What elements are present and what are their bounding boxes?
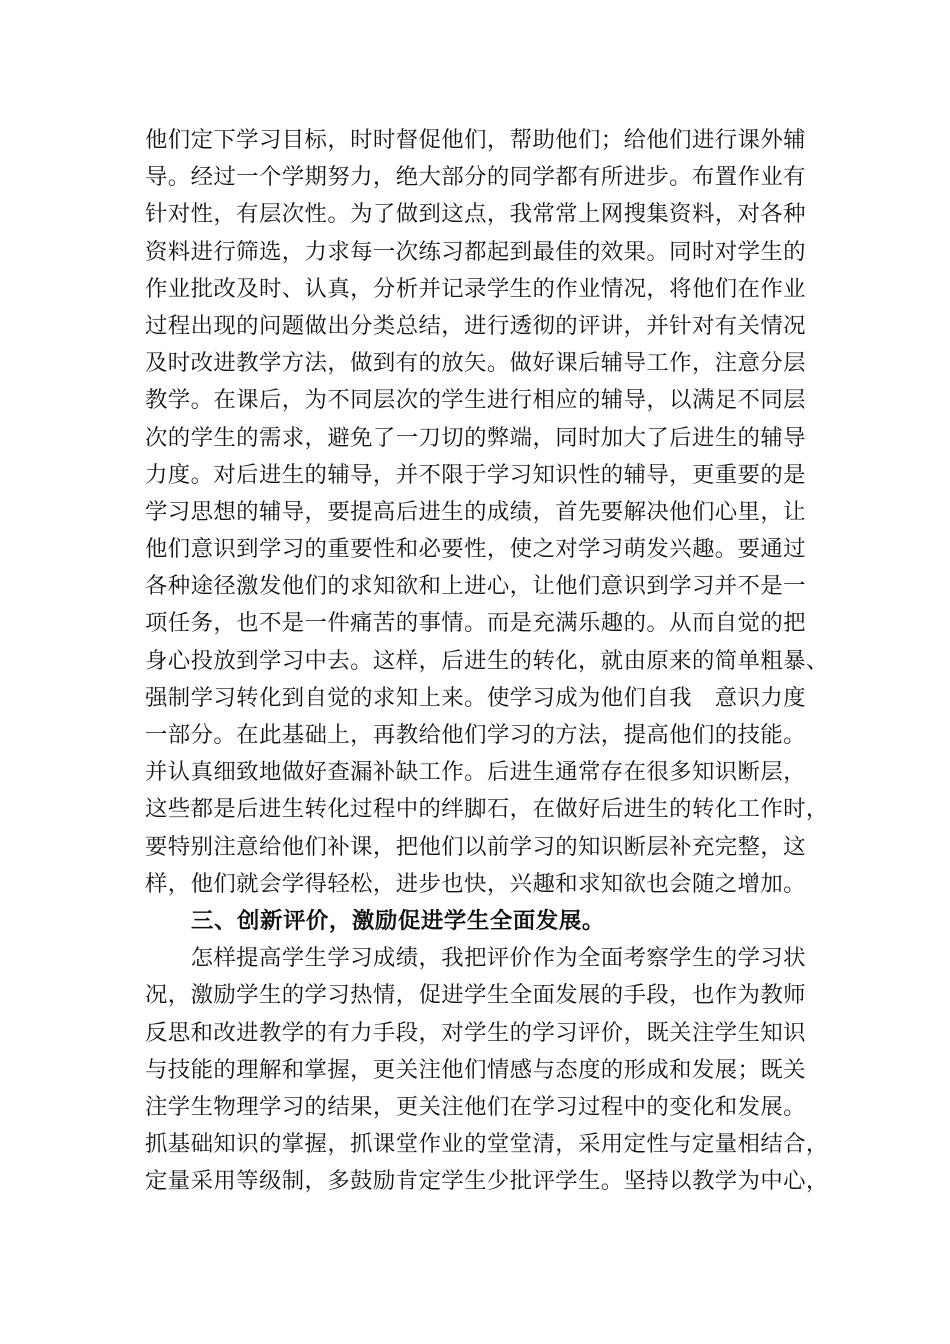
body-line: 作业批改及时、认真，分析并记录学生的作业情况，将他们在作业 [145,275,806,302]
body-line: 定量采用等级制，多鼓励肯定学生少批评学生。坚持以教学为中心， [145,1168,829,1195]
body-line: 这些都是后进生转化过程中的绊脚石，在做好后进生的转化工作时， [145,796,829,823]
document-body [145,122,829,1200]
body-line: 怎样提高学生学习成绩，我把评价作为全面考察学生的学习状 [145,945,806,972]
body-line: 反思和改进教学的有力手段，对学生的学习评价，既关注学生知识 [145,1019,806,1046]
section-heading: 三、创新评价，激励促进学生全面发展。 [145,907,605,934]
body-line: 项任务，也不是一件痛苦的事情。而是充满乐趣的。从而自觉的把 [145,610,806,637]
body-line: 教学。在课后，为不同层次的学生进行相应的辅导，以满足不同层 [145,387,806,414]
body-line: 与技能的理解和掌握，更关注他们情感与态度的形成和发展；既关 [145,1056,806,1083]
body-line: 力度。对后进生的辅导，并不限于学习知识性的辅导，更重要的是 [145,461,806,488]
body-line: 样，他们就会学得轻松，进步也快，兴趣和求知欲也会随之增加。 [145,870,806,897]
body-line: 过程出现的问题做出分类总结，进行透彻的评讲，并针对有关情况 [145,312,806,339]
body-line: 次的学生的需求，避免了一刀切的弊端，同时加大了后进生的辅导 [145,424,806,451]
body-line: 况，激励学生的学习热情，促进学生全面发展的手段，也作为教师 [145,982,806,1009]
body-line: 强制学习转化到自觉的求知上来。使学习成为他们自我 意识力度 [145,684,806,711]
body-line: 一部分。在此基础上，再教给他们学习的方法，提高他们的技能。 [145,722,806,748]
body-line: 针对性，有层次性。为了做到这点，我常常上网搜集资料，对各种 [145,201,806,228]
body-line: 资料进行筛选，力求每一次练习都起到最佳的效果。同时对学生的 [145,238,806,265]
body-line: 学习思想的辅导，要提高后进生的成绩，首先要解决他们心里，让 [145,498,806,525]
body-line: 并认真细致地做好查漏补缺工作。后进生通常存在很多知识断层， [145,759,806,786]
body-line: 及时改进教学方法，做到有的放矢。做好课后辅导工作，注意分层 [145,350,806,377]
body-line: 注学生物理学习的结果，更关注他们在学习过程中的变化和发展。 [145,1093,806,1120]
body-line: 他们定下学习目标，时时督促他们，帮助他们；给他们进行课外辅 [145,127,806,153]
body-line: 导。经过一个学期努力，绝大部分的同学都有所进步。布置作业有 [145,164,806,191]
body-line: 抓基础知识的掌握，抓课堂作业的堂堂清，采用定性与定量相结合， [145,1131,829,1158]
body-line: 要特别注意给他们补课，把他们以前学习的知识断层补充完整，这 [145,833,806,860]
body-line: 身心投放到学习中去。这样，后进生的转化，就由原来的简单粗暴、 [145,647,829,674]
body-line: 各种途径激发他们的求知欲和上进心，让他们意识到学习并不是一 [145,573,806,600]
body-line: 他们意识到学习的重要性和必要性，使之对学习萌发兴趣。要通过 [145,536,806,563]
